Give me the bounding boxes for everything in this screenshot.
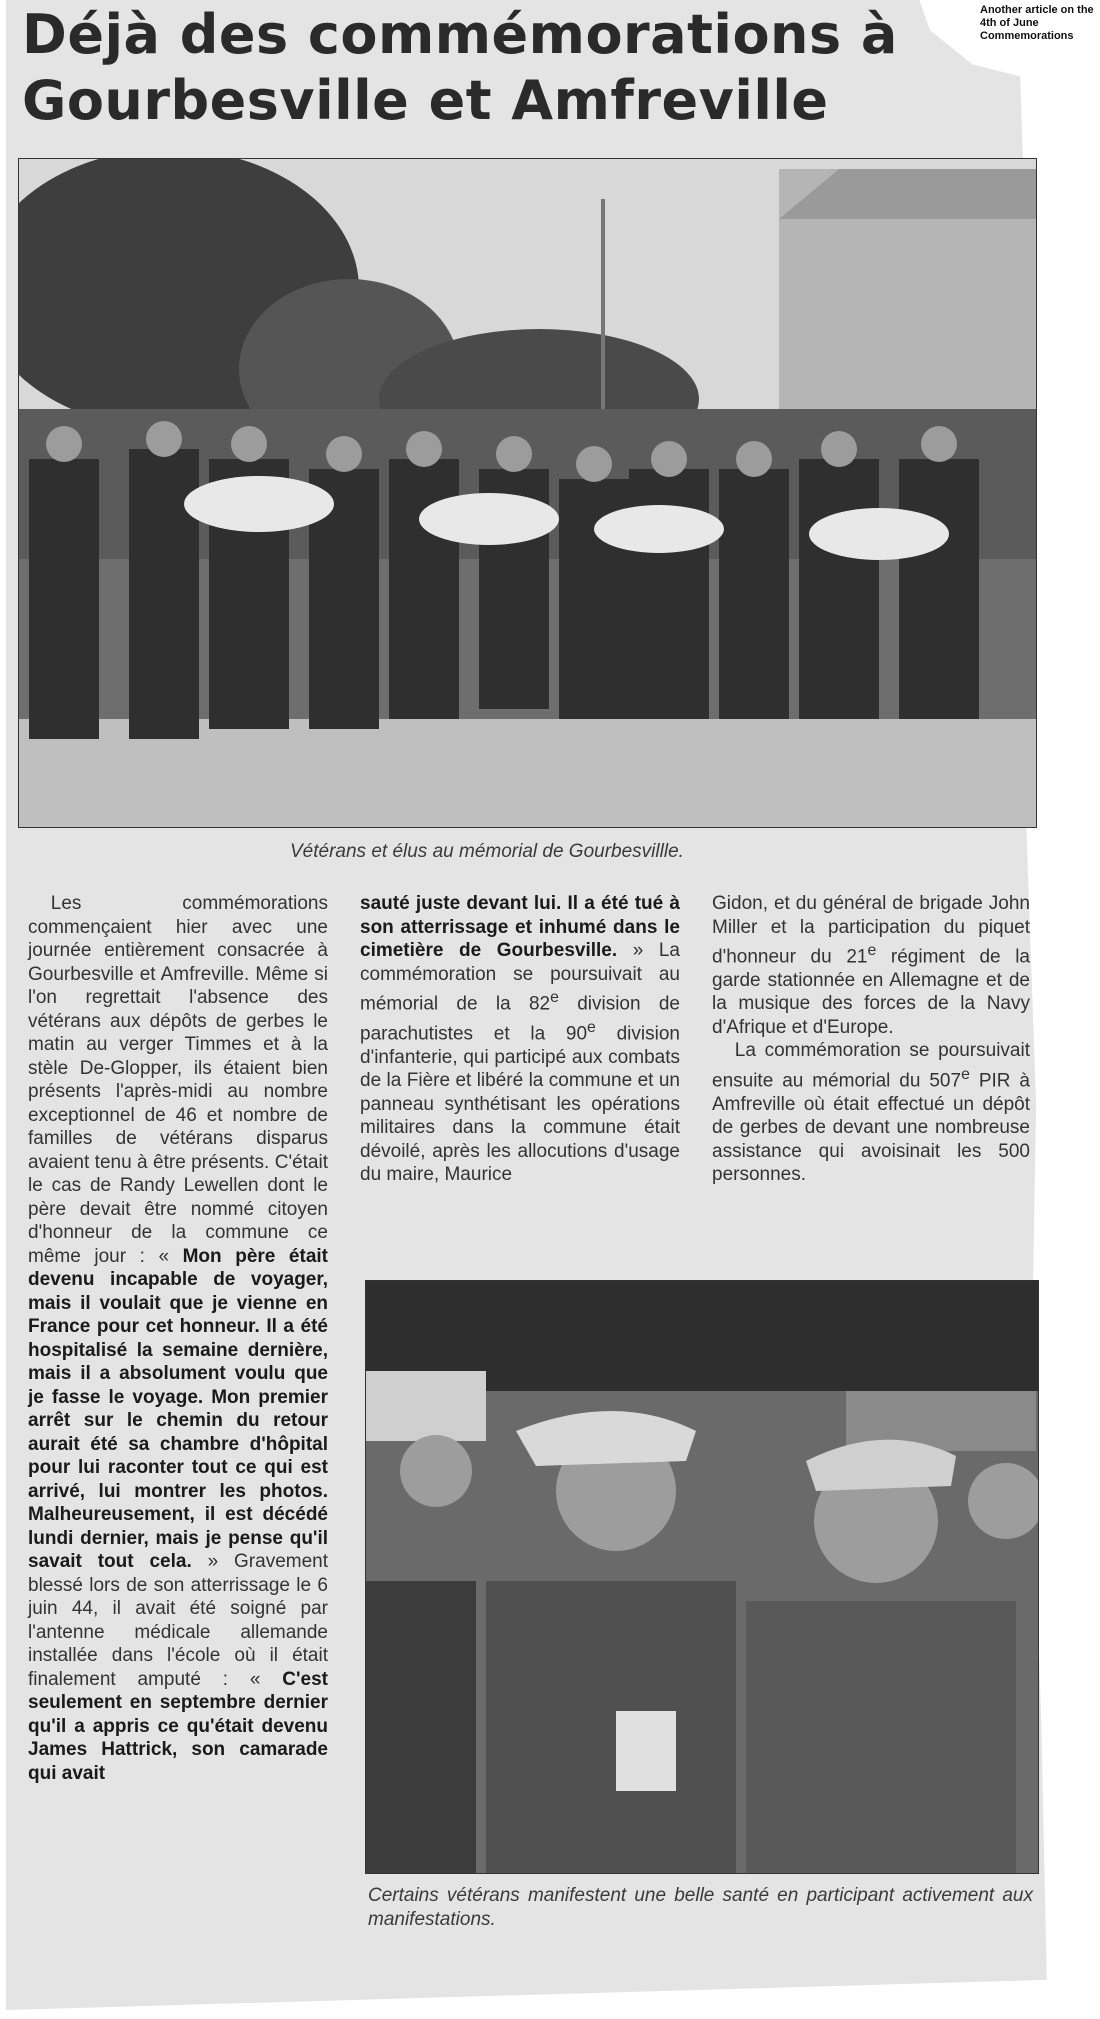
article-text: PIR à Amfreville où était effectué un dépôt de gerbes de devant une nombreuse assistance qui avoisinait les 500 personnes. <box>712 1070 1030 1186</box>
article-column-2 <box>360 892 680 1252</box>
quote-text: sauté juste devant lui. Il a été tué à son atterrissage et inhumé dans le cimetière de Gourbesville. <box>360 893 680 961</box>
article-text: Gidon, et du général de brigade John Miller et la participation du piquet d'honneur du 21 <box>712 893 1030 968</box>
superscript: e <box>550 989 559 1006</box>
article-column-3 <box>712 892 1030 1252</box>
photo-caption-1: Vétérans et élus au mémorial de Gourbesvillle. <box>290 841 684 862</box>
quote-text: C'est seulement en septembre dernier qu'il a appris ce qu'était devenu James Hattrick, son camarade qui avait <box>28 1668 328 1784</box>
side-note: Another article on the 4th of June Commemorations <box>980 4 1094 42</box>
article-text: Les commémorations commençaient hier avec une journée entièrement consacrée à Gourbesville et Amfreville. Même si l'on regrettait l'absence des vétérans aux dépôts de gerbes le matin au verger Timmes et à la stèle De-Glopper, ils étaient bien présents l'après-midi au nombre exceptionnel de 46 et nombre de familles de vétérans disparus avaient tenu à être présents. C'était le cas de Randy Lewellen dont le père devait être nommé citoyen d'honneur de la commune ce même jour : « <box>28 893 328 1267</box>
photo-caption-2: Certains vétérans manifestent une belle santé en participant activement aux manifestations. <box>368 1885 1033 1930</box>
article-text: » La commémoration se poursuivait au mémorial de la 82 <box>360 940 680 1015</box>
article-text: division d'infanterie, qui participé aux combats de la Fière et libéré la commune et un panneau synthétisant les opérations militaires dans la commune était dévoilé, après les allocutions d'usage du maire, Maurice <box>360 1023 680 1186</box>
article-text: division de parachutistes et la 90 <box>360 993 680 1045</box>
quote-text: Mon père était devenu incapable de voyager, mais il voulait que je vienne en France pour cet honneur. Il a été hospitalisé la semaine dernière, mais il a absolument voulu que je fasse le voyage. Mon premier arrêt sur le chemin du retour aurait été sa chambre d'hôpital pour lui raconter tout ce qui est arrivé, lui montrer les photos. Malheureusement, il est décédé lundi dernier, mais je pense qu'il savait tout cela. <box>28 1245 328 1572</box>
superscript: e <box>961 1065 970 1083</box>
article-column-1 <box>28 892 328 1992</box>
headline: Déjà des commémorations à Gourbesville et Amfreville <box>22 3 898 132</box>
superscript: e <box>587 1018 596 1036</box>
photo-veterans-memorial <box>18 158 1037 828</box>
article-text: » Gravement blessé lors de son atterrissage le 6 juin 44, il avait été soigné par l'antenne médicale allemande installée dans l'école où il était finalement amputé : « <box>28 1551 329 1690</box>
superscript: e <box>867 942 877 959</box>
article-text: La commémoration se poursuivait ensuite au mémorial du 507 <box>712 1040 1030 1092</box>
article-text: régiment de la garde stationnée en Allemagne et de la musique des forces de la Navy d'Afrique et d'Europe. <box>712 946 1030 1038</box>
photo-veterans-saluting <box>365 1280 1039 1874</box>
